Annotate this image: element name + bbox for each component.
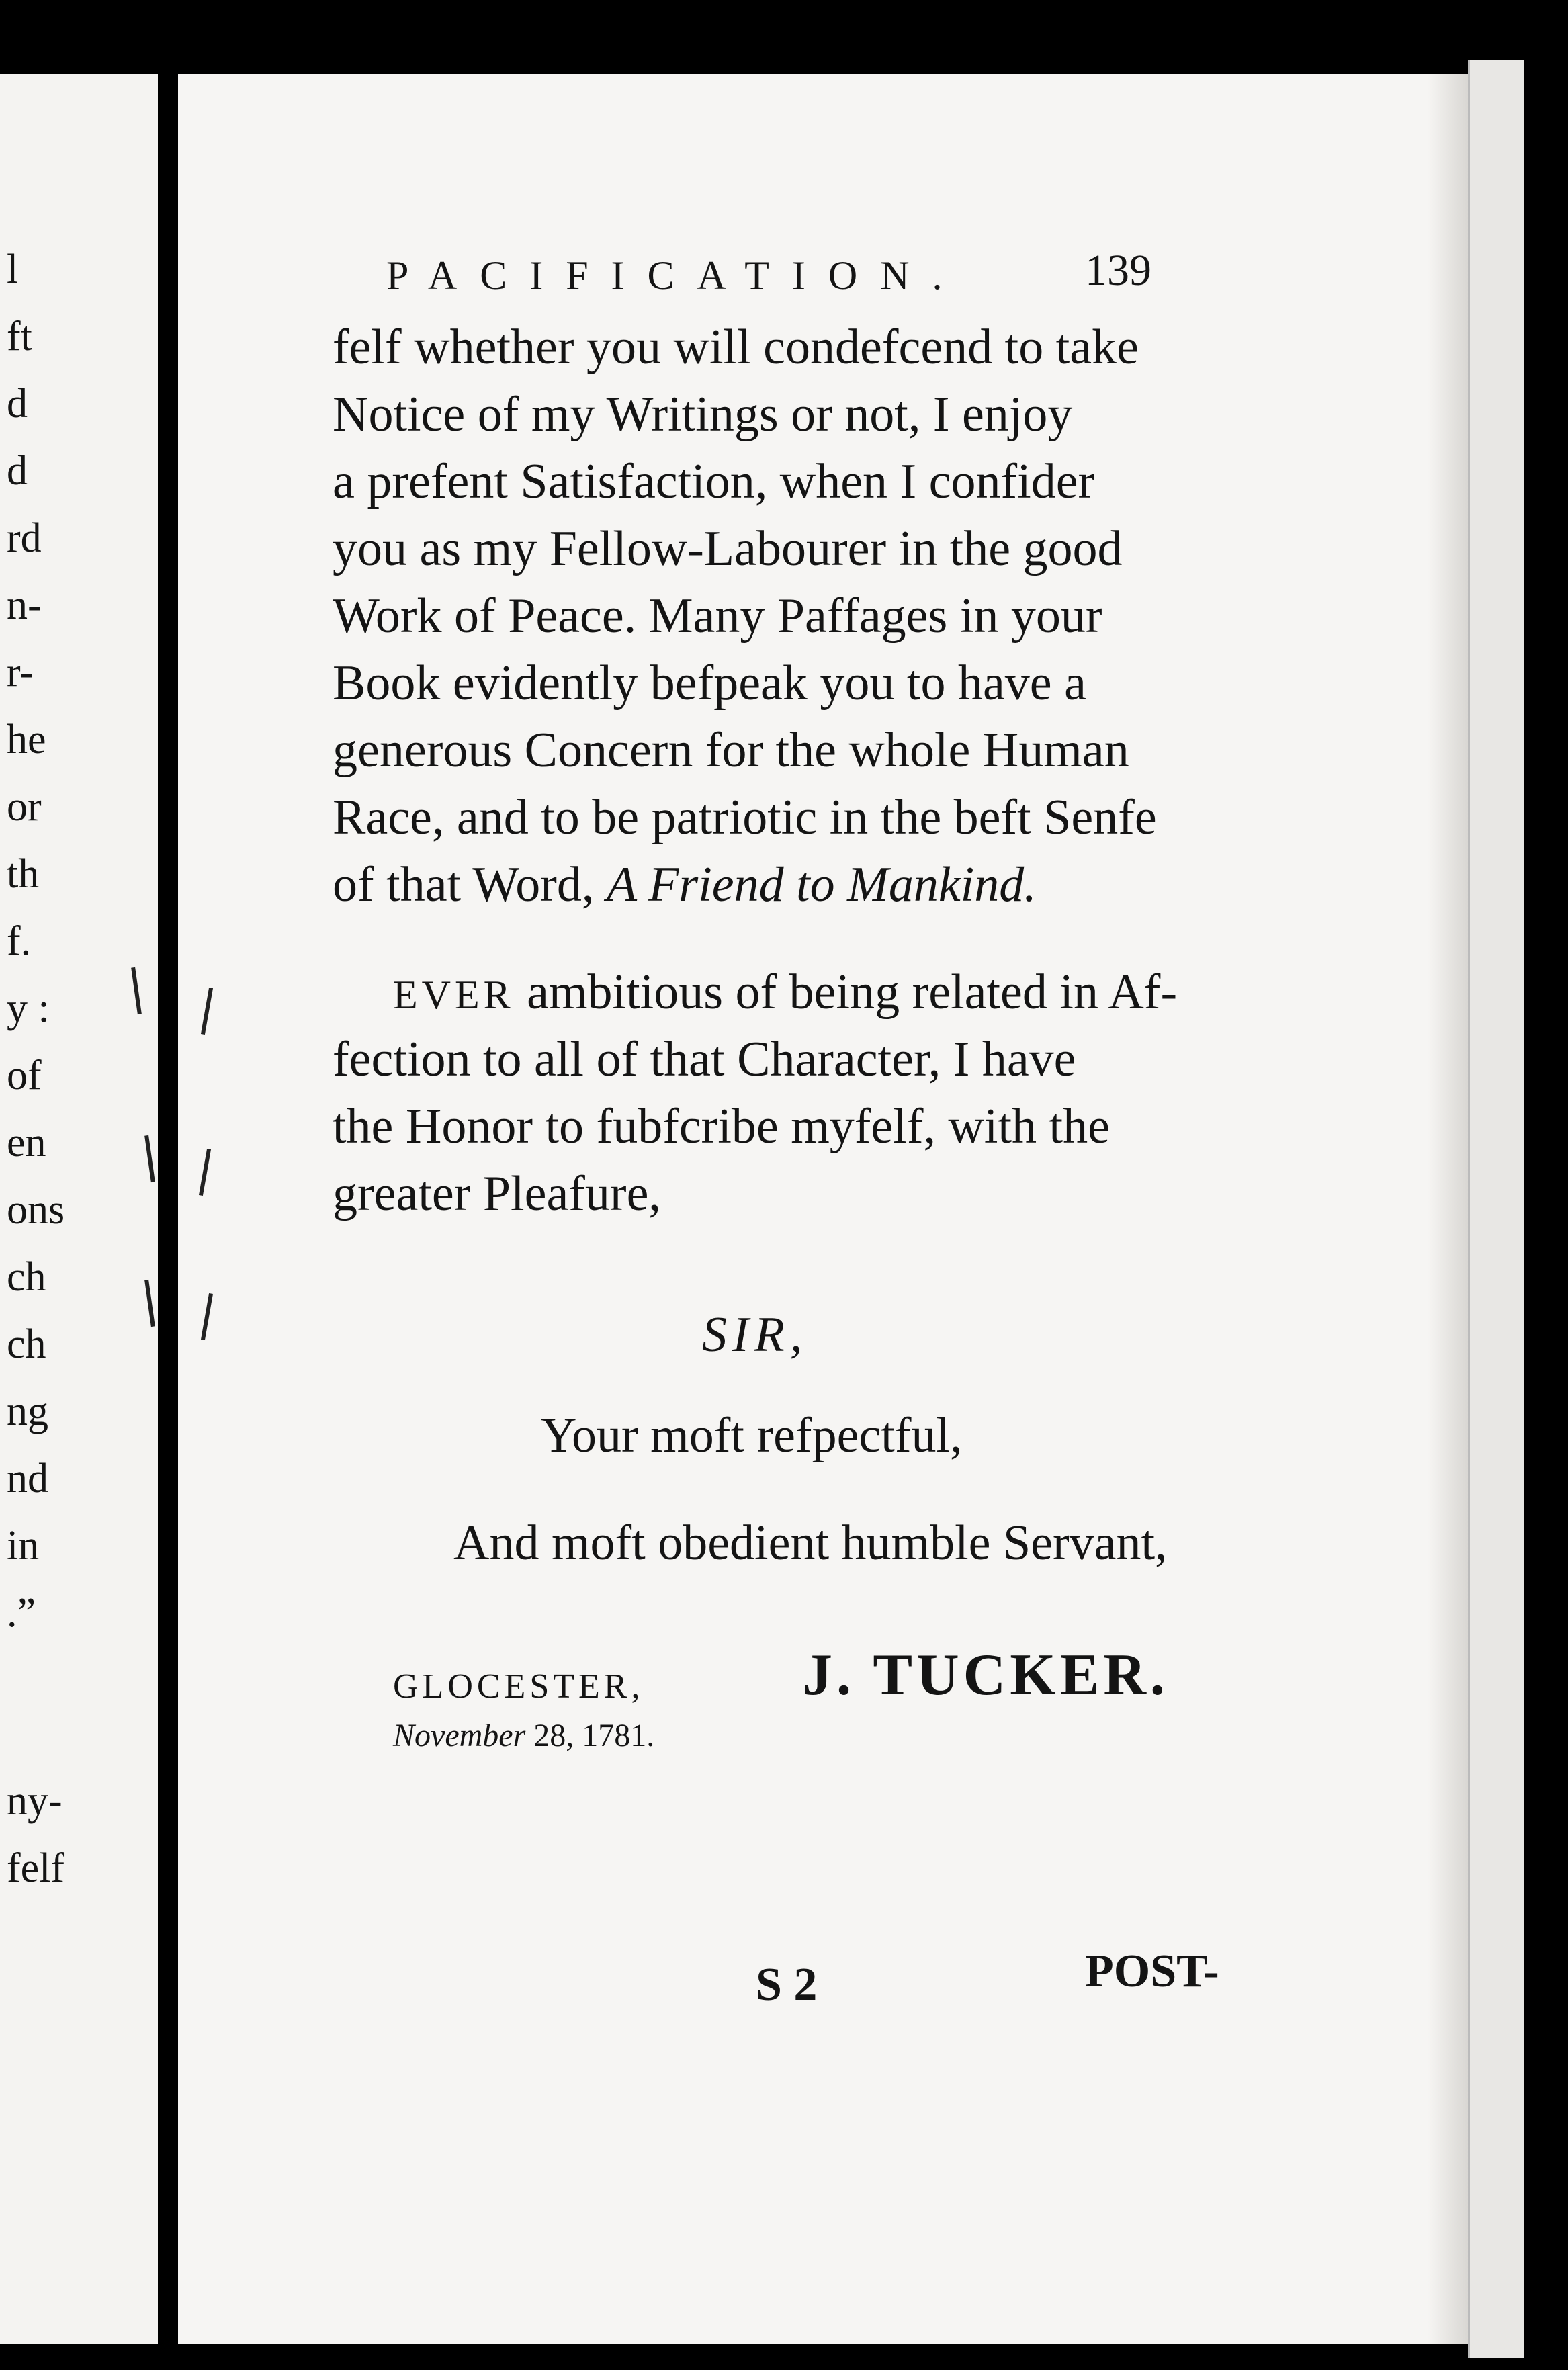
previous-page-line-fragment: nd xyxy=(7,1456,48,1501)
body-line-4: you as my Fellow-Labourer in the good xyxy=(333,521,1123,576)
page-fore-edge xyxy=(1468,60,1524,2358)
previous-page-line-fragment: ch xyxy=(7,1321,46,1367)
closing-line-1: Your moft refpectful, xyxy=(541,1408,963,1463)
previous-page-line-fragment: of xyxy=(7,1053,42,1098)
previous-page-line-fragment: ons xyxy=(7,1187,65,1233)
italic-phrase: A Friend to Mankind. xyxy=(606,857,1037,912)
page-number: 139 xyxy=(1085,246,1151,295)
previous-page-line-fragment: l xyxy=(7,247,19,292)
previous-page-line-fragment: y : xyxy=(7,985,50,1031)
previous-page-line-fragment: en xyxy=(7,1120,46,1166)
date-rest: 28, 1781. xyxy=(533,1718,655,1753)
previous-page-line-fragment: th xyxy=(7,851,40,897)
para2-line-1 xyxy=(393,965,1178,1020)
signature: J. TUCKER. xyxy=(803,1642,1169,1708)
body-line-3: a prefent Satisfaction, when I confider xyxy=(333,454,1095,509)
catchword: POST- xyxy=(1085,1945,1219,1997)
previous-page-line-fragment: ng xyxy=(7,1389,48,1434)
previous-page-line-fragment: he xyxy=(7,717,46,762)
body-line-9 xyxy=(333,857,1037,912)
previous-page-line-fragment: .” xyxy=(7,1590,36,1636)
date-line xyxy=(393,1720,654,1752)
para2-line-2: fection to all of that Character, I have xyxy=(333,1032,1076,1087)
previous-page-line-fragment: ch xyxy=(7,1254,46,1300)
previous-page-line-fragment: r- xyxy=(7,650,34,695)
previous-page-line-fragment: felf xyxy=(7,1845,65,1891)
date-month: November xyxy=(393,1718,526,1753)
previous-page-line-fragment: ft xyxy=(7,314,32,359)
signature-mark: S 2 xyxy=(756,1959,818,2011)
body-line-5: Work of Peace. Many Paffages in your xyxy=(333,588,1102,644)
body-line-1: felf whether you will condefcend to take xyxy=(333,320,1139,375)
para2-first-word: EVER xyxy=(393,973,515,1017)
previous-page-line-fragment: f. xyxy=(7,918,32,964)
body-line-6: Book evidently befpeak you to have a xyxy=(333,656,1086,711)
para2-line-1-rest: ambitious of being related in Af- xyxy=(514,965,1178,1020)
body-line-9-prefix: of that Word, xyxy=(333,857,595,912)
page-edge-shadow xyxy=(1428,74,1468,2344)
salutation: SIR, xyxy=(702,1307,808,1362)
previous-page-line-fragment: d xyxy=(7,448,28,494)
book-gutter xyxy=(158,40,178,2365)
body-line-8: Race, and to be patriotic in the beft Senfe xyxy=(333,790,1157,845)
para2-line-3: the Honor to fubfcribe myfelf, with the xyxy=(333,1099,1110,1154)
previous-page-fragment xyxy=(0,74,158,2344)
previous-page-line-fragment: or xyxy=(7,784,42,830)
main-page xyxy=(178,74,1468,2344)
previous-page-line-fragment: in xyxy=(7,1523,40,1569)
previous-page-line-fragment: d xyxy=(7,381,28,427)
running-title: PACIFICATION. xyxy=(386,253,965,298)
previous-page-line-fragment: ny- xyxy=(7,1778,62,1824)
previous-page-line-fragment: n- xyxy=(7,582,42,628)
closing-line-2: And moft obedient humble Servant, xyxy=(453,1516,1168,1571)
place-name: GLOCESTER, xyxy=(393,1667,644,1706)
body-line-7: generous Concern for the whole Human xyxy=(333,723,1129,778)
previous-page-line-fragment: rd xyxy=(7,515,42,561)
para2-line-4: greater Pleafure, xyxy=(333,1166,661,1221)
body-line-2: Notice of my Writings or not, I enjoy xyxy=(333,387,1073,442)
